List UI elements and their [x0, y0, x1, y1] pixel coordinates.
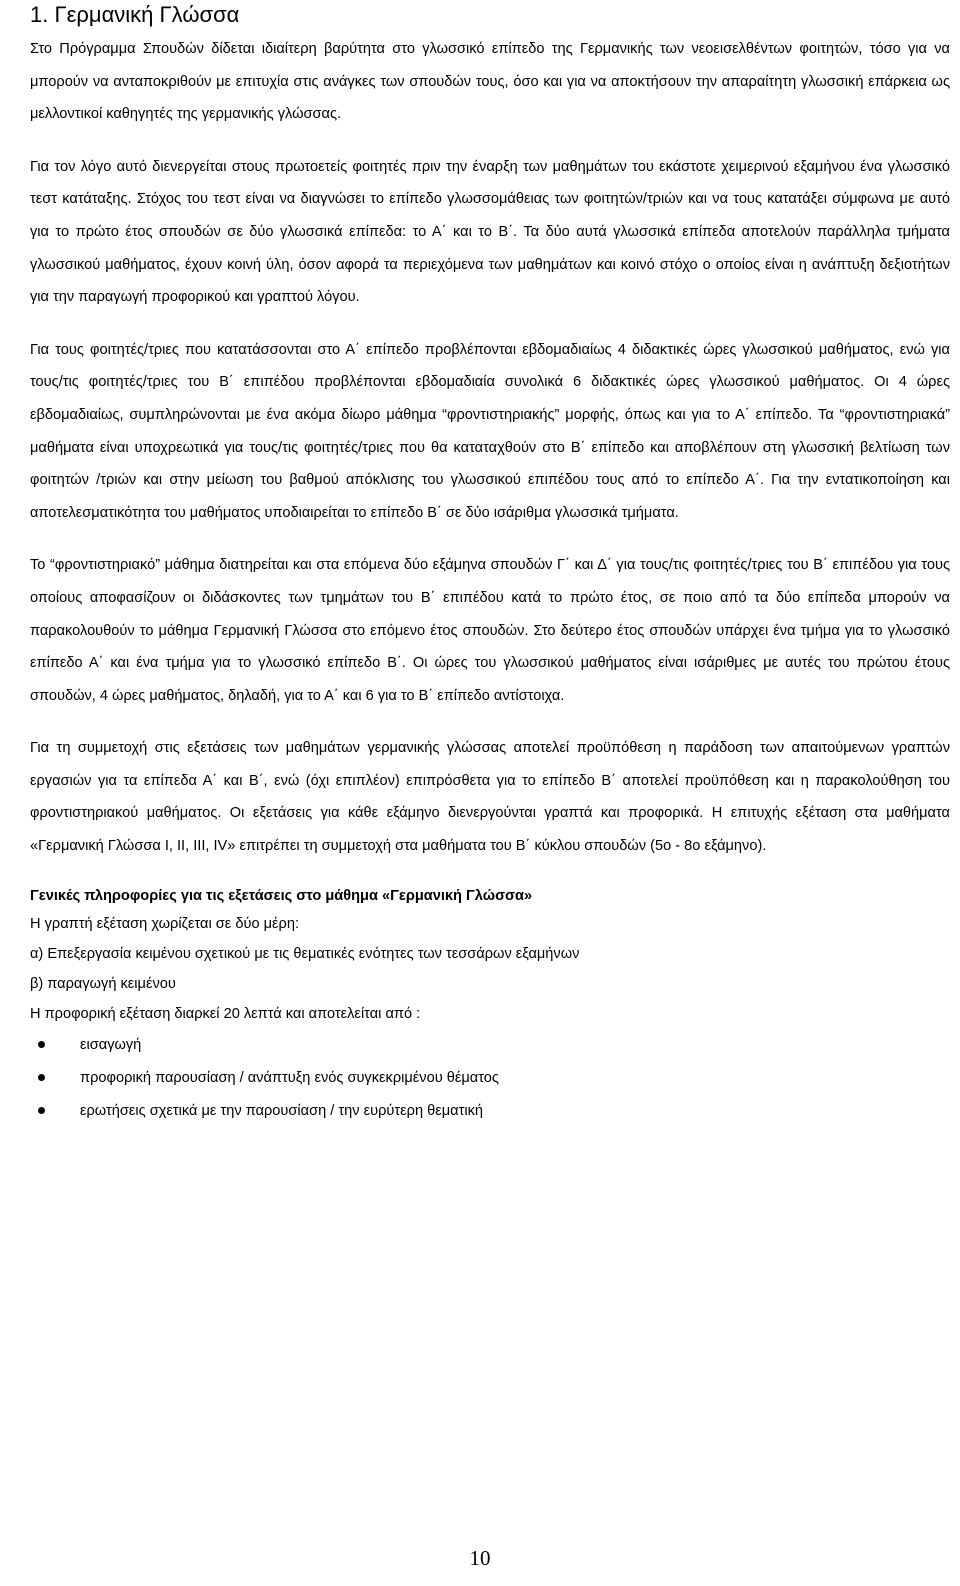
list-item-text: εισαγωγή	[80, 1036, 142, 1053]
bullet-icon	[38, 1074, 45, 1081]
list-item-text: προφορική παρουσίαση / ανάπτυξη ενός συγκεκριμένου θέματος	[80, 1069, 499, 1086]
list-item	[30, 1095, 950, 1128]
document-page	[30, 0, 950, 1128]
section-title: 1. Γερμανική Γλώσσα	[30, 2, 240, 27]
paragraph-placement-test: Για τον λόγο αυτό διενεργείται στους πρωτοετείς φοιτητές πριν την έναρξη των μαθημάτων του εκάστοτε χειμερινού εξαμήνου ένα γλωσσικό τεστ κατάταξης. Στόχος του τεστ είναι να διαγνώσει το επίπεδο γλωσσομάθειας των φοιτητών/τριών και να τους κατατάξει σύμφωνα με αυτό για το πρώτο έτος σπουδών σε δύο γλωσσικά επίπεδα: το Α΄ και το Β΄. Τα δύο αυτά γλωσσικά επίπεδα αποτελούν παράλληλα τμήματα γλωσσικού μαθήματος, έχουν κοινή ύλη, όσον αφορά τα περιεχόμενα των μαθημάτων και κοινό στόχο ο οποίος είναι η ανάπτυξη δεξιοτήτων για την παραγωγή προφορικού και γραπτού λόγου.	[30, 158, 950, 306]
list-item	[30, 1029, 950, 1062]
bullet-icon	[38, 1107, 45, 1114]
written-exam-part-a: α) Επεξεργασία κειμένου σχετικού με τις θεματικές ενότητες των τεσσάρων εξαμήνων	[30, 945, 580, 962]
list-item	[30, 1062, 950, 1095]
paragraph-intro: Στο Πρόγραμμα Σπουδών δίδεται ιδιαίτερη βαρύτητα στο γλωσσικό επίπεδο της Γερμανικής των νεοεισελθέντων φοιτητών, τόσο για να μπορούν να ανταποκριθούν με επιτυχία στις ανάγκες των σπουδών τους, όσο και για να αποκτήσουν την απαραίτητη γλωσσική επάρκεια ως μελλοντικοί καθηγητές της γερμανικής γλώσσας.	[30, 41, 950, 123]
written-exam-intro: Η γραπτή εξέταση χωρίζεται σε δύο μέρη:	[30, 915, 300, 932]
paragraph-tutorial: Το “φροντιστηριακό” μάθημα διατηρείται και στα επόμενα δύο εξάμηνα σπουδών Γ΄ και Δ΄ για τους/τις φοιτητές/τριες του Β΄ επιπέδου για τους οποίους αποφασίζουν οι διδάσκοντες των τμημάτων του Β΄ επιπέδου κατά το πρώτο έτος, σε ποιο από τα δύο επίπεδα μπορούν να παρακολουθούν το μάθημα Γερμανική Γλώσσα στο επόμενο έτος σπουδών. Στο δεύτερο έτος σπουδών υπάρχει ένα τμήμα για το γλωσσικό επίπεδο Α΄ και ένα τμήμα για το γλωσσικό επίπεδο Β΄. Οι ώρες του γλωσσικού μαθήματος είναι ισάριθμες με αυτές του πρώτου έτους σπουδών, 4 ώρες μαθήματος, δηλαδή, για το Α΄ και 6 για το Β΄ επίπεδο αντίστοιχα.	[30, 557, 950, 704]
oral-exam-intro: Η προφορική εξέταση διαρκεί 20 λεπτά και αποτελείται από :	[30, 1005, 421, 1022]
written-exam-part-b: β) παραγωγή κειμένου	[30, 975, 176, 992]
paragraph-level-hours: Για τους φοιτητές/τριες που κατατάσσονται στο Α΄ επίπεδο προβλέπονται εβδομαδιαίως 4 διδακτικές ώρες γλωσσικού μαθήματος, ενώ για τους/τις φοιτητές/τριες του Β΄ επιπέδου προβλέπονται εβδομαδιαία συνολικά 6 διδακτικές ώρες γλωσσικού μαθήματος. Οι 4 ώρες εβδομαδιαίως, συμπληρώνονται με ένα ακόμα δίωρο μάθημα “φροντιστηριακής” μορφής, όπως και για το Α΄ επίπεδο. Τα “φροντιστηριακά” μαθήματα είναι υποχρεωτικά για τους/τις φοιτητές/τριες που θα καταταχθούν στο Β΄ επίπεδο και αποβλέπουν στη γλωσσική βελτίωση των φοιτητών /τριών και στην μείωση του βαθμού απόκλισης του γλωσσικού επιπέδου τους από το επίπεδο Α΄. Για την εντατικοποίηση και αποτελεσματικότητα του μαθήματος υποδιαιρείται το επίπεδο Β΄ σε δύο ισάριθμα γλωσσικά τμήματα.	[30, 341, 950, 521]
page-number: 10	[469, 1546, 491, 1570]
oral-exam-list	[30, 1029, 950, 1128]
list-item-text: ερωτήσεις σχετικά με την παρουσίαση / την ευρύτερη θεματική	[80, 1102, 484, 1119]
exam-info-heading: Γενικές πληροφορίες για τις εξετάσεις στο μάθημα «Γερμανική Γλώσσα»	[30, 887, 533, 904]
bullet-icon	[38, 1041, 45, 1048]
paragraph-exam-participation: Για τη συμμετοχή στις εξετάσεις των μαθημάτων γερμανικής γλώσσας αποτελεί προϋπόθεση η παράδοση των απαιτούμενων γραπτών εργασιών για τα επίπεδα Α΄ και Β΄, ενώ (όχι επιπλέον) επιπρόσθετα για το επίπεδο Β΄ αποτελεί προϋπόθεση και η παρακολούθηση του φροντιστηριακού μαθήματος. Οι εξετάσεις για κάθε εξάμηνο διενεργούνται γραπτά και προφορικά. Η επιτυχής εξέταση στα μαθήματα «Γερμανική Γλώσσα Ι, ΙΙ, ΙΙΙ, ΙV» επιτρέπει τη συμμετοχή στα μαθήματα του Β΄ κύκλου σπουδών (5ο - 8ο εξάμηνο).	[30, 740, 950, 855]
